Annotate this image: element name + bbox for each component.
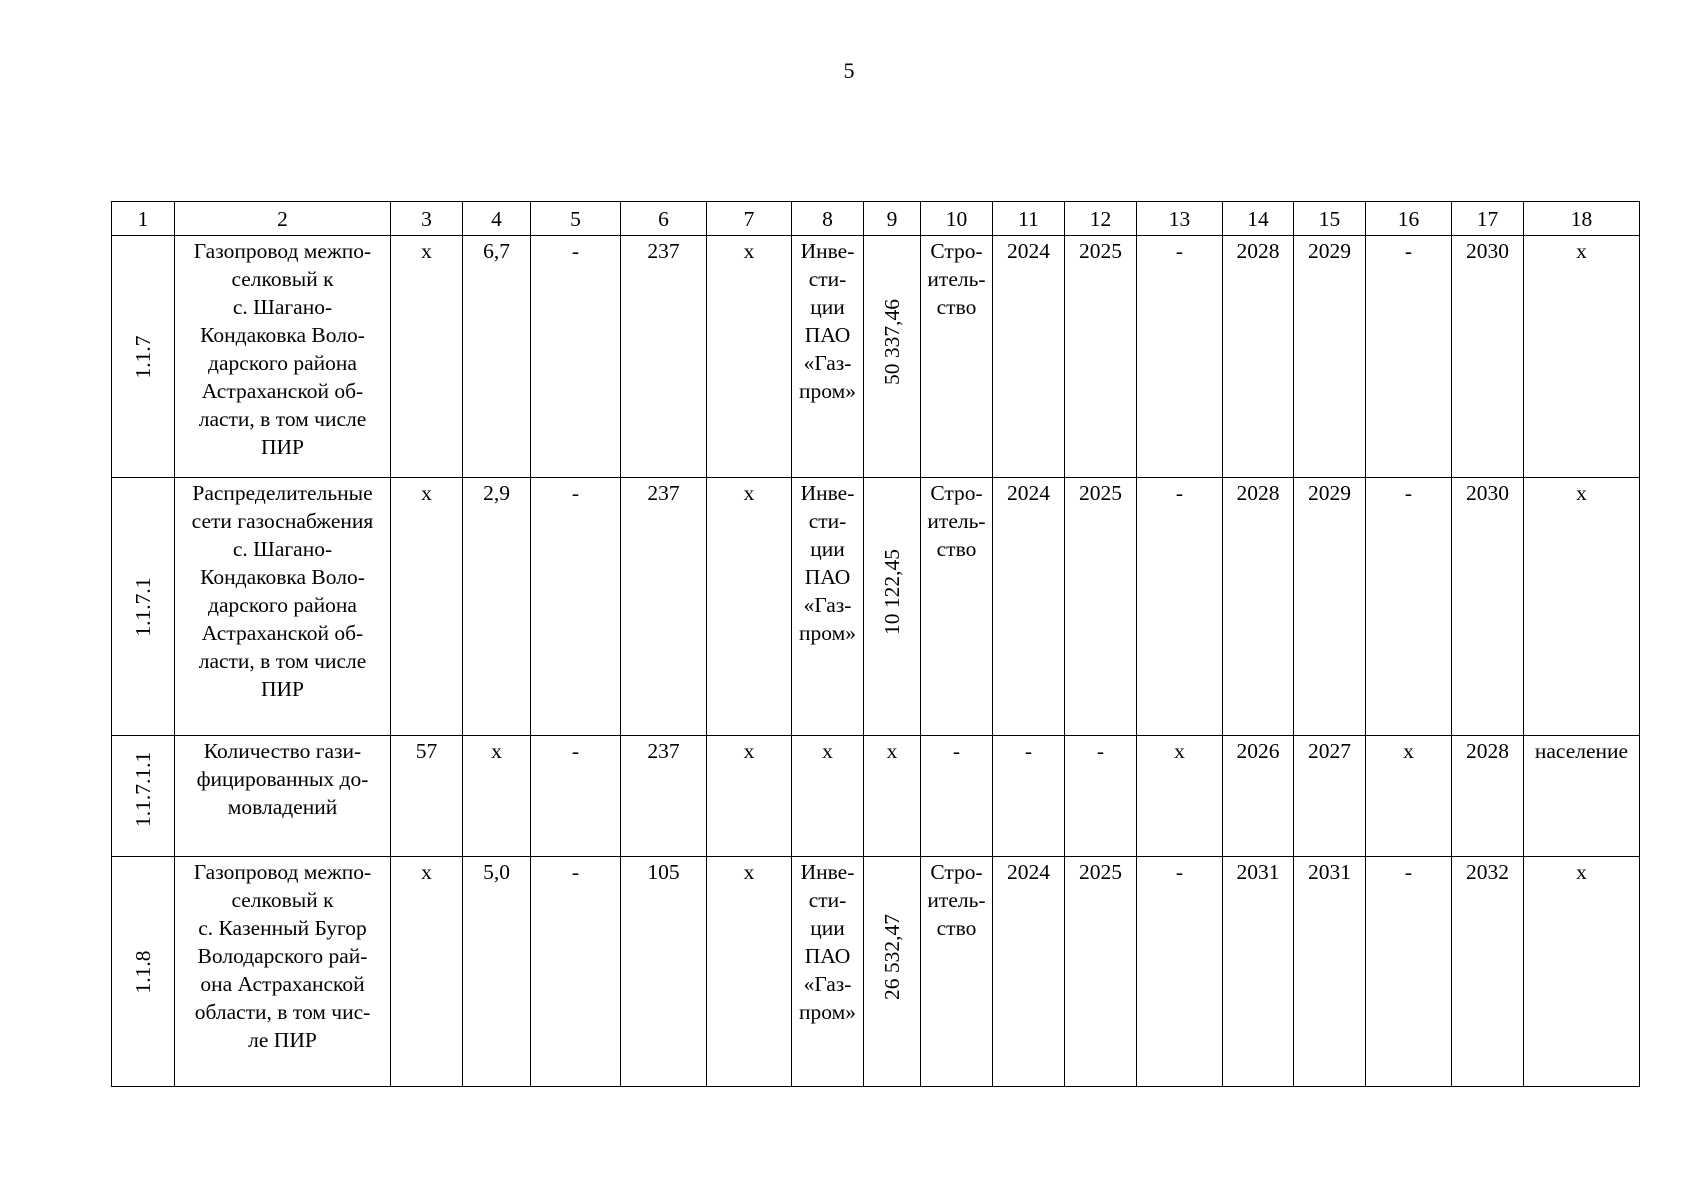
- table-cell: х: [391, 857, 463, 1087]
- table-cell: 2031: [1223, 857, 1294, 1087]
- table-cell: -: [1065, 736, 1137, 857]
- table-cell: 237: [621, 736, 707, 857]
- funding-source-cell: Инве- сти- ции ПАО «Газ- пром»: [792, 236, 864, 478]
- table-cell: х: [1524, 236, 1640, 478]
- table-cell: -: [1366, 236, 1452, 478]
- amount-cell: [864, 857, 921, 1087]
- amount-value: 10 122,45: [880, 548, 904, 635]
- work-type-cell: -: [921, 736, 993, 857]
- table-cell: 2025: [1065, 236, 1137, 478]
- table-row: [112, 478, 1640, 736]
- row-number: 1.1.7: [131, 335, 155, 378]
- object-name-cell: Распределительные сети газоснабжения с. Шагано- Кондаковка Воло- дарского района Астраханской об- ласти, в том числе ПИР: [175, 478, 391, 736]
- table-row: [112, 236, 1640, 478]
- column-header: 14: [1223, 202, 1294, 236]
- amount-cell: [864, 478, 921, 736]
- column-header: 1: [112, 202, 175, 236]
- table-cell: 2031: [1294, 857, 1366, 1087]
- table-cell: 2024: [993, 478, 1065, 736]
- table-cell: х: [1137, 736, 1223, 857]
- table-cell: -: [531, 478, 621, 736]
- table-cell: 57: [391, 736, 463, 857]
- table-cell: х: [707, 236, 792, 478]
- column-header: 12: [1065, 202, 1137, 236]
- table-cell: х: [1524, 857, 1640, 1087]
- amount-cell: [864, 236, 921, 478]
- row-number: 1.1.8: [131, 950, 155, 993]
- column-header: 2: [175, 202, 391, 236]
- column-header: 6: [621, 202, 707, 236]
- table-cell: -: [1137, 478, 1223, 736]
- work-type-cell: Стро- итель- ство: [921, 857, 993, 1087]
- column-header: 11: [993, 202, 1065, 236]
- table-header-row: [112, 202, 1640, 236]
- row-number-cell: [112, 736, 175, 857]
- row-number: 1.1.7.1.1: [131, 751, 155, 827]
- table-cell: 2030: [1452, 478, 1524, 736]
- table-cell: 2026: [1223, 736, 1294, 857]
- table-cell: -: [531, 736, 621, 857]
- row-number-cell: [112, 857, 175, 1087]
- amount-value: 50 337,46: [880, 298, 904, 385]
- column-header: 9: [864, 202, 921, 236]
- table-cell: -: [1137, 857, 1223, 1087]
- column-header: 16: [1366, 202, 1452, 236]
- funding-source-cell: Инве- сти- ции ПАО «Газ- пром»: [792, 857, 864, 1087]
- table-cell: х: [707, 857, 792, 1087]
- table-cell: население: [1524, 736, 1640, 857]
- table-cell: х: [1524, 478, 1640, 736]
- table-cell: х: [391, 478, 463, 736]
- table-cell: 2029: [1294, 478, 1366, 736]
- table-cell: 2028: [1452, 736, 1524, 857]
- table-cell: 2028: [1223, 478, 1294, 736]
- page-number: 5: [843, 58, 855, 83]
- amount-cell: х: [864, 736, 921, 857]
- table-cell: х: [391, 236, 463, 478]
- table-cell: -: [531, 236, 621, 478]
- column-header: 5: [531, 202, 621, 236]
- column-header: 7: [707, 202, 792, 236]
- table-cell: 105: [621, 857, 707, 1087]
- table-cell: 2030: [1452, 236, 1524, 478]
- table-cell: -: [993, 736, 1065, 857]
- table-cell: 237: [621, 478, 707, 736]
- table-cell: -: [1366, 478, 1452, 736]
- table-cell: 237: [621, 236, 707, 478]
- column-header: 4: [463, 202, 531, 236]
- column-header: 3: [391, 202, 463, 236]
- row-number-cell: [112, 236, 175, 478]
- table-cell: 2029: [1294, 236, 1366, 478]
- table-cell: х: [707, 736, 792, 857]
- column-header: 13: [1137, 202, 1223, 236]
- column-header: 18: [1524, 202, 1640, 236]
- column-header: 10: [921, 202, 993, 236]
- table-cell: х: [707, 478, 792, 736]
- funding-source-cell: х: [792, 736, 864, 857]
- column-header: 15: [1294, 202, 1366, 236]
- table-cell: 2,9: [463, 478, 531, 736]
- funding-source-cell: Инве- сти- ции ПАО «Газ- пром»: [792, 478, 864, 736]
- table-cell: 6,7: [463, 236, 531, 478]
- column-header: 17: [1452, 202, 1524, 236]
- table-cell: 2027: [1294, 736, 1366, 857]
- table-cell: 2025: [1065, 478, 1137, 736]
- row-number: 1.1.7.1: [131, 576, 155, 637]
- table-cell: 2032: [1452, 857, 1524, 1087]
- table-cell: -: [531, 857, 621, 1087]
- table-row: [112, 857, 1640, 1087]
- work-type-cell: Стро- итель- ство: [921, 236, 993, 478]
- table-cell: -: [1137, 236, 1223, 478]
- object-name-cell: Газопровод межпо- селковый к с. Шагано- Кондаковка Воло- дарского района Астраханской об- ласти, в том числе ПИР: [175, 236, 391, 478]
- row-number-cell: [112, 478, 175, 736]
- column-header: 8: [792, 202, 864, 236]
- table-row: [112, 736, 1640, 857]
- table-cell: 5,0: [463, 857, 531, 1087]
- table-cell: х: [463, 736, 531, 857]
- table-cell: -: [1366, 857, 1452, 1087]
- table-cell: 2024: [993, 236, 1065, 478]
- table-cell: 2028: [1223, 236, 1294, 478]
- table-cell: 2024: [993, 857, 1065, 1087]
- table-cell: 2025: [1065, 857, 1137, 1087]
- work-type-cell: Стро- итель- ство: [921, 478, 993, 736]
- object-name-cell: Газопровод межпо- селковый к с. Казенный Бугор Володарского рай- она Астраханской области, в том чис- ле ПИР: [175, 857, 391, 1087]
- amount-value: 26 532,47: [880, 913, 904, 1000]
- object-name-cell: Количество гази- фицированных до- мовладений: [175, 736, 391, 857]
- data-table: [111, 201, 1640, 1087]
- table-cell: х: [1366, 736, 1452, 857]
